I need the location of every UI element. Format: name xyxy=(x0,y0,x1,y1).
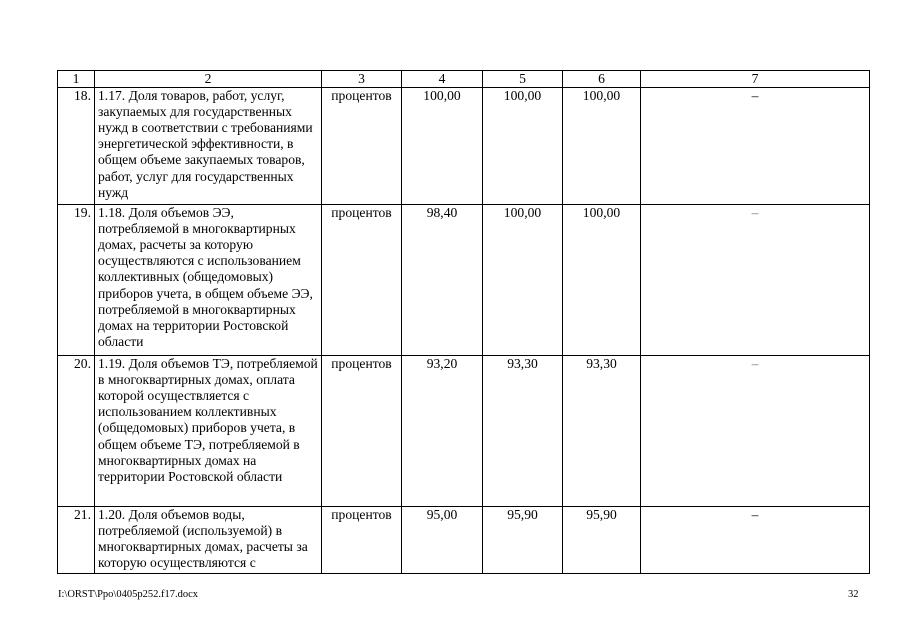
value-col6: 95,90 xyxy=(563,507,641,574)
column-header: 5 xyxy=(483,71,563,88)
indicator-name xyxy=(95,88,322,205)
value-col6: 93,30 xyxy=(563,356,641,507)
unit-cell: процентов xyxy=(322,356,402,507)
unit-cell: процентов xyxy=(322,88,402,205)
value-col6: 100,00 xyxy=(563,88,641,205)
table-row xyxy=(58,507,870,574)
column-header: 1 xyxy=(58,71,95,88)
column-header: 7 xyxy=(641,71,870,88)
table-row xyxy=(58,356,870,507)
indicator-name xyxy=(95,356,322,507)
indicator-name xyxy=(95,205,322,356)
table-row xyxy=(58,88,870,205)
unit-cell: процентов xyxy=(322,205,402,356)
value-col4: 100,00 xyxy=(402,88,483,205)
unit-cell: процентов xyxy=(322,507,402,574)
column-header: 2 xyxy=(95,71,322,88)
table-row xyxy=(58,205,870,356)
value-col6: 100,00 xyxy=(563,205,641,356)
column-header: 6 xyxy=(563,71,641,88)
value-col5: 100,00 xyxy=(483,205,563,356)
column-header: 4 xyxy=(402,71,483,88)
footer-file-path: I:\ORST\Ppo\0405p252.f17.docx xyxy=(58,589,199,600)
indicator-name-text: 1.17. Доля товаров, работ, услуг, закупаемых для государственных нужд в соответствии с требованиями энергетической эффективности, в общем объеме закупаемых товаров, работ, услуг для государственных нужд xyxy=(98,88,313,200)
value-col5: 95,90 xyxy=(483,507,563,574)
value-col4: 93,20 xyxy=(402,356,483,507)
indicator-name-text: 1.20. Доля объемов воды, потребляемой (используемой) в многоквартирных домах, расчеты за которую осуществляются с xyxy=(98,507,308,571)
value-col5: 100,00 xyxy=(483,88,563,205)
table-header-row xyxy=(58,71,870,88)
note-cell: – xyxy=(641,88,870,205)
indicator-name xyxy=(95,507,322,574)
value-col5: 93,30 xyxy=(483,356,563,507)
row-number: 21. xyxy=(58,507,95,574)
page-number: 32 xyxy=(848,589,859,600)
indicator-name-text: 1.19. Доля объемов ТЭ, потребляемой в многоквартирных домах, оплата которой осуществляется с использованием коллективных (общедомовых) приборов учета, в общем объеме ТЭ, потребляемой в многоквартирных домах на территории Ростовской области xyxy=(98,356,318,484)
note-cell: – xyxy=(641,205,870,356)
row-number: 18. xyxy=(58,88,95,205)
note-cell: – xyxy=(641,507,870,574)
value-col4: 95,00 xyxy=(402,507,483,574)
indicator-name-text: 1.18. Доля объемов ЭЭ, потребляемой в многоквартирных домах, расчеты за которую осуществляются с использованием коллективных (общедомовых) приборов учета, в общем объеме ЭЭ, потребляемой в многоквартирных домах на территории Ростовской области xyxy=(98,205,313,349)
indicators-table xyxy=(57,70,870,574)
note-cell: – xyxy=(641,356,870,507)
value-col4: 98,40 xyxy=(402,205,483,356)
row-number: 20. xyxy=(58,356,95,507)
row-number: 19. xyxy=(58,205,95,356)
column-header: 3 xyxy=(322,71,402,88)
